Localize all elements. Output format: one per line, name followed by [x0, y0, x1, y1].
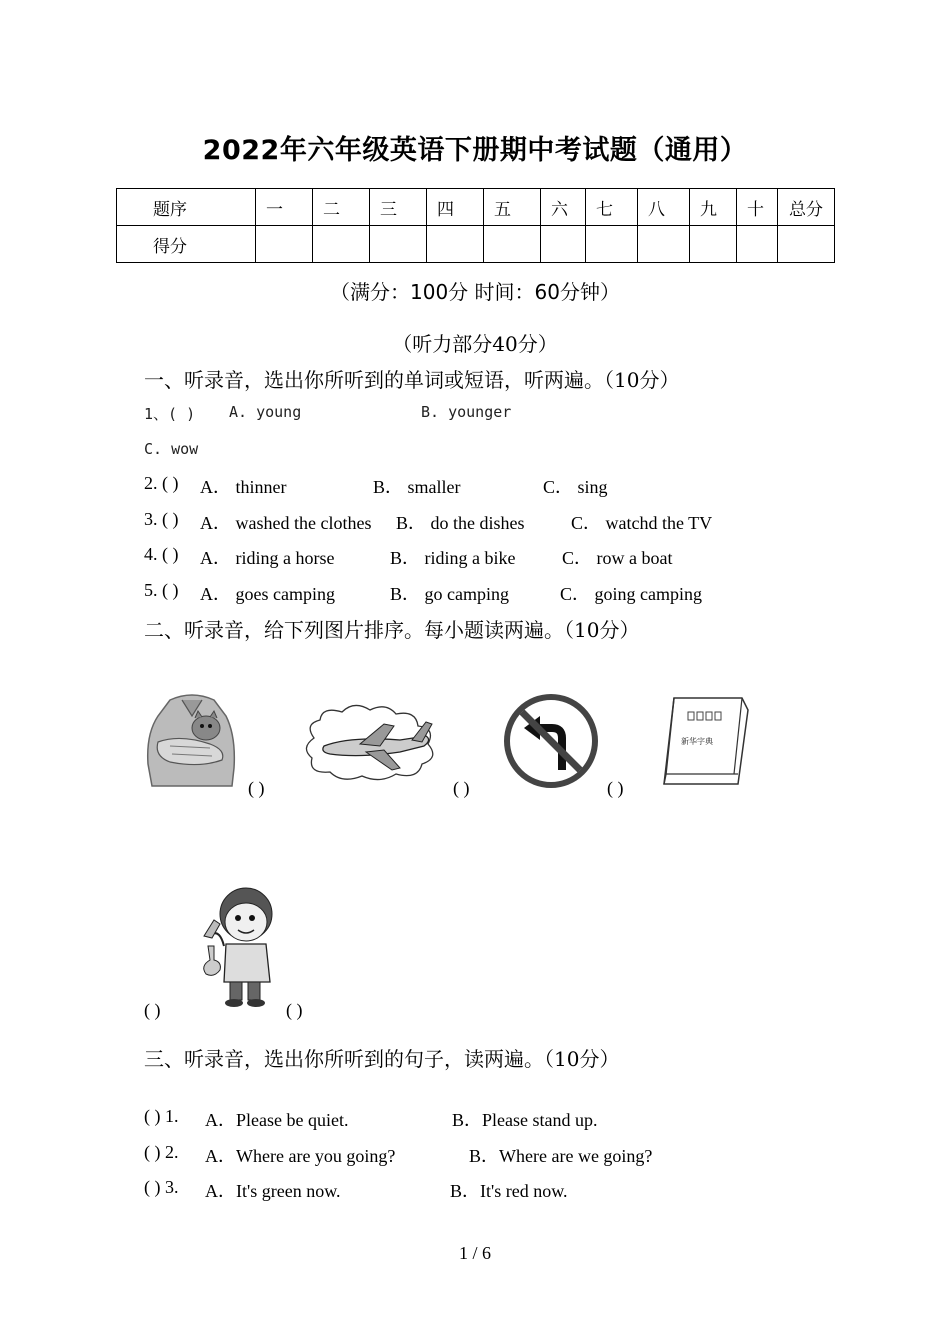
s3-q3-number: ( ) 3.	[144, 1177, 179, 1197]
section2-heading: 二、听录音，给下列图片排序。每小题读两遍。（10分）	[144, 618, 640, 642]
table-cell: 十	[737, 189, 778, 226]
q4-option-b: B． riding a bike	[390, 548, 516, 568]
answer-blank-1[interactable]: ( )	[248, 778, 265, 798]
page-title: 2022年六年级英语下册期中考试题（通用）	[202, 135, 748, 166]
q5-option-b: B． go camping	[390, 584, 509, 604]
s3-q3-option-b: B．It's red now.	[450, 1181, 568, 1201]
section1-heading: 一、听录音，选出你所听到的单词或短语，听两遍。（10分）	[144, 368, 680, 392]
score-time-info: （满分：100分 时间：60分钟）	[330, 280, 620, 304]
s3-q1-number: ( ) 1.	[144, 1106, 179, 1126]
q3-option-b: B． do the dishes	[396, 513, 525, 533]
q1-option-b: B. younger	[421, 403, 512, 421]
score-cell[interactable]	[256, 226, 313, 263]
page-number: 1 / 6	[458, 1243, 491, 1263]
boy-scientist-picture	[190, 884, 282, 1008]
q3-option-a: A． washed the clothes	[200, 513, 372, 533]
table-cell: 题序	[117, 189, 256, 226]
listening-part-heading: （听力部分40分）	[392, 332, 558, 356]
q5-option-c: C． going camping	[560, 584, 702, 604]
q5-number: 5. ( )	[144, 580, 179, 600]
s3-q3-option-a: A．It's green now.	[205, 1181, 341, 1201]
score-cell[interactable]	[313, 226, 370, 263]
score-table	[116, 188, 835, 263]
q1-option-c: C. wow	[144, 440, 199, 458]
table-cell: 七	[586, 189, 638, 226]
score-table-score-row	[117, 226, 835, 263]
s3-q2-option-a: A．Where are you going?	[205, 1146, 396, 1166]
dictionary-book-picture	[654, 694, 754, 788]
score-cell[interactable]	[370, 226, 427, 263]
table-cell: 九	[690, 189, 737, 226]
answer-blank-3[interactable]: ( )	[607, 778, 624, 798]
q5-option-a: A． goes camping	[200, 584, 335, 604]
score-cell[interactable]	[586, 226, 638, 263]
q4-number: 4. ( )	[144, 544, 179, 564]
q1-option-a: A. young	[229, 403, 302, 421]
q4-option-a: A． riding a horse	[200, 548, 335, 568]
q1-number: 1、( )	[144, 405, 196, 423]
no-left-turn-sign-picture	[504, 694, 598, 788]
s3-q1-option-a: A．Please be quiet.	[205, 1110, 349, 1130]
airplane-picture	[300, 700, 442, 784]
score-cell[interactable]	[541, 226, 586, 263]
score-table-header-row	[117, 189, 835, 226]
score-cell[interactable]	[484, 226, 541, 263]
q2-option-c: C． sing	[543, 477, 608, 497]
answer-blank-5[interactable]: ( )	[286, 1000, 303, 1020]
s3-q2-option-b: B．Where are we going?	[469, 1146, 653, 1166]
q2-number: 2. ( )	[144, 473, 179, 493]
section3-heading: 三、听录音，选出你所听到的句子，读两遍。（10分）	[144, 1047, 620, 1071]
table-cell: 六	[541, 189, 586, 226]
book-title-text: 新华字典	[681, 737, 713, 746]
table-cell: 三	[370, 189, 427, 226]
q3-number: 3. ( )	[144, 509, 179, 529]
table-cell: 二	[313, 189, 370, 226]
s3-q2-number: ( ) 2.	[144, 1142, 179, 1162]
person-holding-cat-picture	[140, 686, 244, 790]
table-cell: 一	[256, 189, 313, 226]
score-cell[interactable]	[427, 226, 484, 263]
score-cell[interactable]	[638, 226, 690, 263]
table-cell: 总分	[778, 189, 835, 226]
score-cell[interactable]	[737, 226, 778, 263]
q3-option-c: C． watchd the TV	[571, 513, 713, 533]
answer-blank-4[interactable]: ( )	[144, 1000, 161, 1020]
table-cell: 八	[638, 189, 690, 226]
table-cell: 四	[427, 189, 484, 226]
score-cell[interactable]	[778, 226, 835, 263]
table-cell: 得分	[117, 226, 256, 263]
q2-option-a: A． thinner	[200, 477, 287, 497]
s3-q1-option-b: B．Please stand up.	[452, 1110, 598, 1130]
score-cell[interactable]	[690, 226, 737, 263]
answer-blank-2[interactable]: ( )	[453, 778, 470, 798]
q4-option-c: C． row a boat	[562, 548, 673, 568]
table-cell: 五	[484, 189, 541, 226]
q2-option-b: B． smaller	[373, 477, 461, 497]
